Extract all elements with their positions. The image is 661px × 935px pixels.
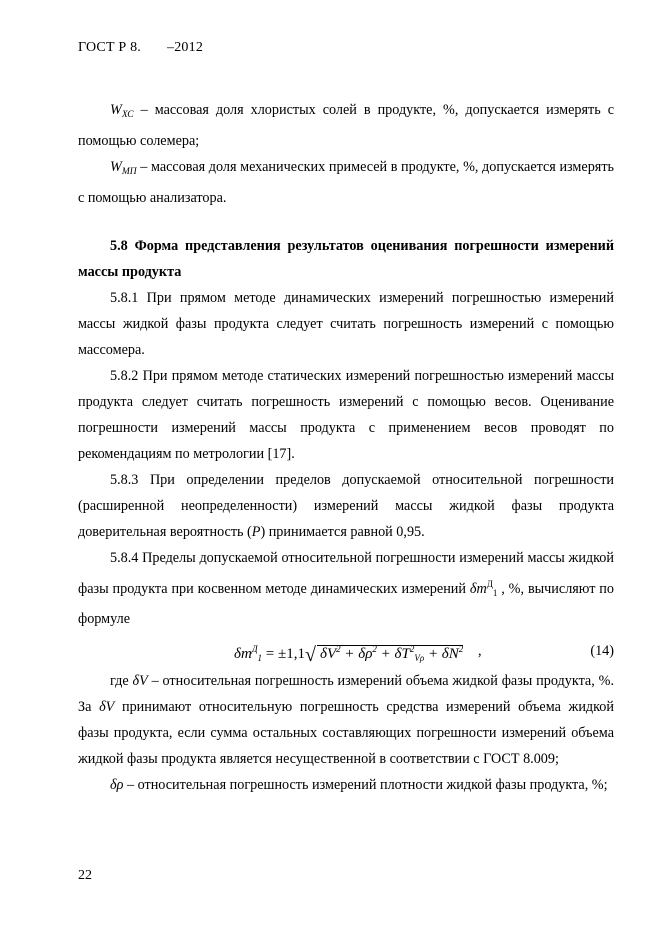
gost-year: –2012 — [167, 40, 204, 55]
definitions-block — [78, 97, 614, 211]
page-header — [78, 40, 203, 56]
paragraph-5-8-3: 5.8.3 При определении пределов допускаемой относительной погрешности (расширенной неопределенности) измерений массы жидкой фазы продукта доверительная вероятность (P) принимается равной 0,95. — [78, 472, 614, 540]
paragraph-5-8-1: 5.8.1 При прямом методе динамических измерений погрешностью измерений массы жидкой фазы продукта следует считать погрешность измерений с помощью массомера. — [78, 290, 614, 358]
page-number: 22 — [78, 868, 92, 883]
section-heading: 5.8 Форма представления результатов оценивания погрешности измерений массы продукта — [78, 238, 614, 280]
paragraph-where-dv: где δV – относительная погрешность измерений объема жидкой фазы продукта, %. За δV принимают относительную погрешность средства измерений объема жидкой фазы продукта, если сумма остальных составляющих погрешности измерений объема жидкой фазы продукта является несущественной в соответствии с ГОСТ 8.009; — [78, 673, 614, 767]
symbol-dm1: δm — [469, 581, 487, 597]
formula-14 — [78, 632, 614, 668]
section-block — [78, 233, 614, 798]
formula-comma: , — [478, 643, 482, 659]
definition-wmp: $W_{МП}$ – массовая доля механических примесей в продукте, %, допускается измерять с помощью анализатора. — [78, 159, 614, 206]
paragraph-5-8-2: 5.8.2 При прямом методе статических измерений погрешностью измерений массы продукта следует считать погрешность измерений с помощью весов. Оценивание погрешности измерений массы продукта с применением весов проводят по рекомендациям по метрологии [17]. — [78, 368, 614, 462]
sqrt-icon: √ — [305, 644, 316, 666]
formula-expression: $\delta m^Д_1 = \pm 1,1√$ $\delta V^2 + \delta\rho^2 + \delta T^2_{V\rho} + \delta N^2$ — [234, 644, 464, 666]
definition-wxc: $W_{ХС}$ – массовая доля хлористых солей в продукте, %, допускается измерять с помощью солемера; — [78, 102, 614, 149]
gost-label: ГОСТ Р 8. — [78, 40, 142, 55]
paragraph-where-drho: δρ – относительная погрешность измерений плотности жидкой фазы продукта, %; — [110, 777, 608, 793]
equation-number: (14) — [590, 643, 614, 659]
paragraph-5-8-4: 5.8.4 Пределы допускаемой относительной погрешности измерений массы жидкой фазы продукта при косвенном методе динамических измерений $\delta m^Д_1$ , %, вычисляют по формуле — [78, 550, 614, 627]
